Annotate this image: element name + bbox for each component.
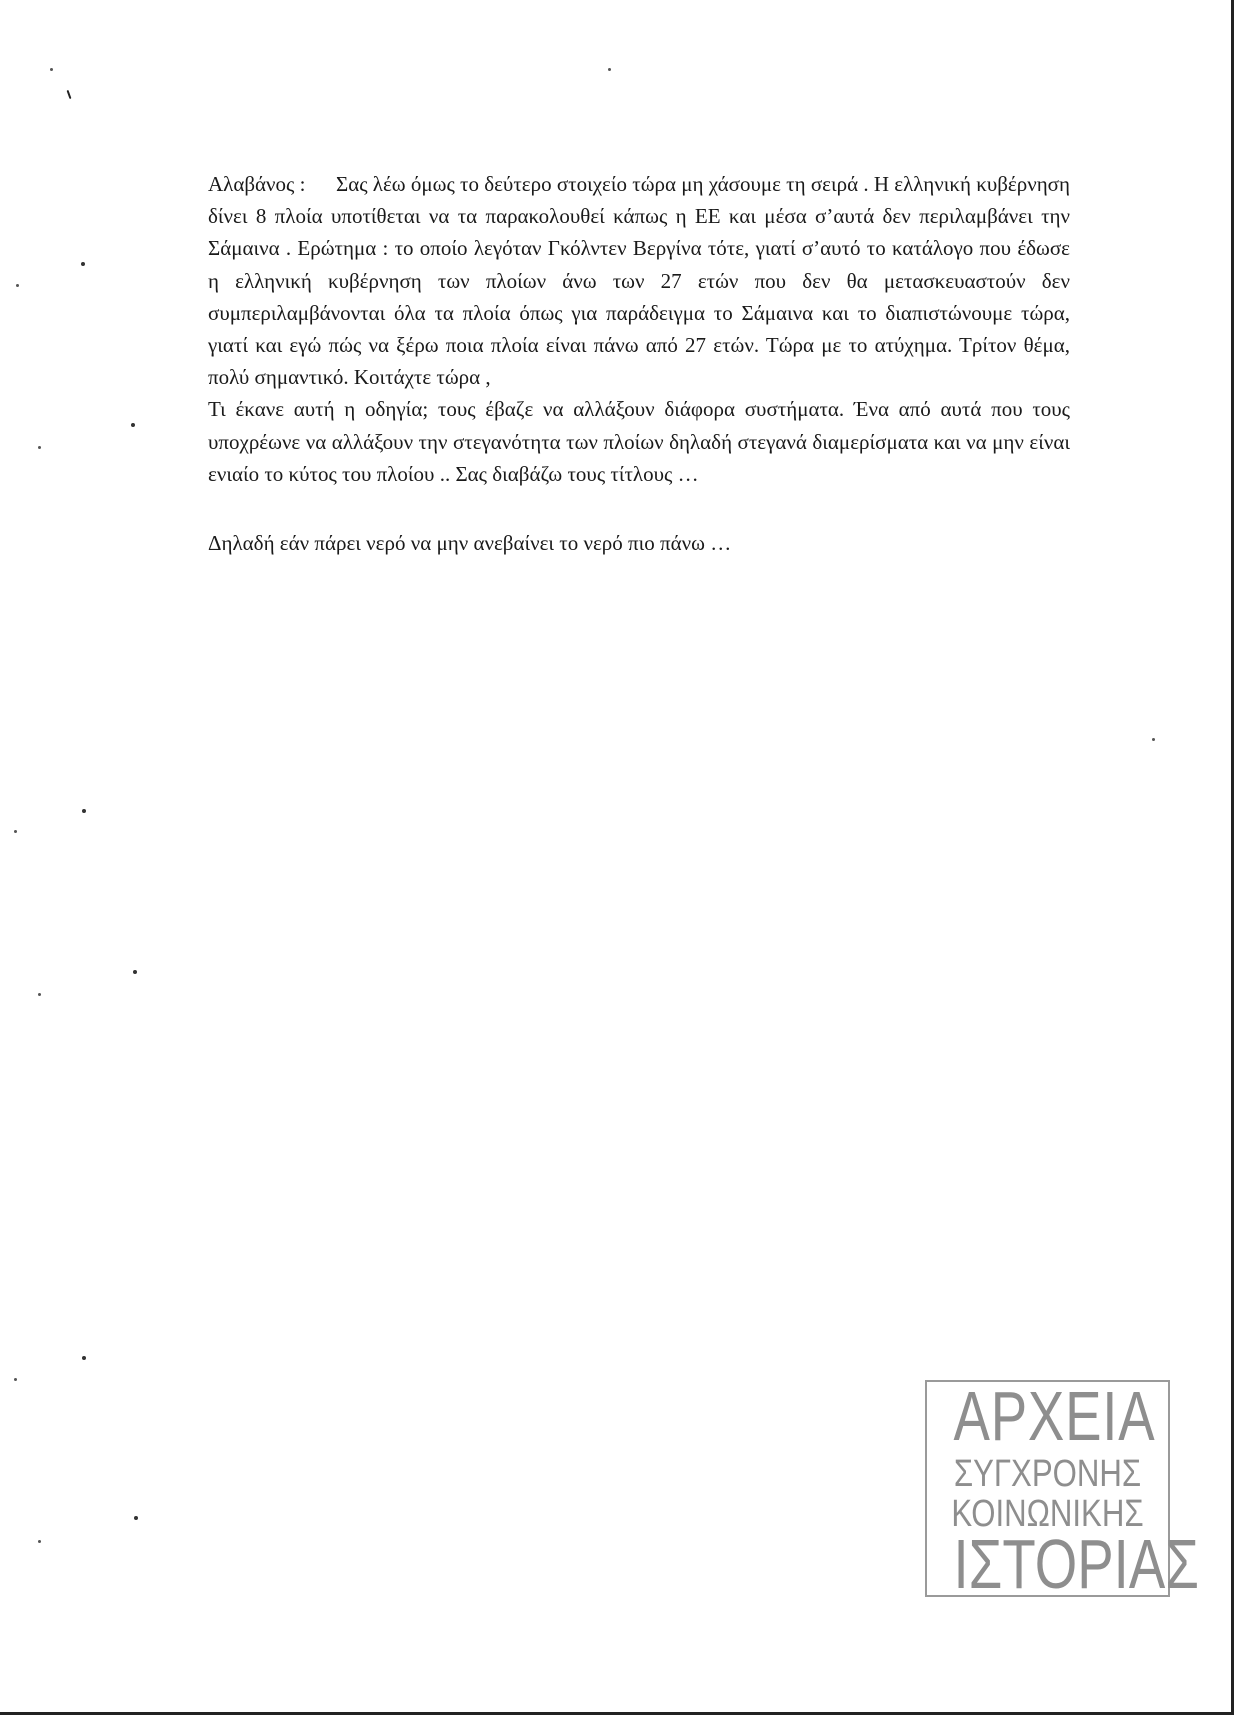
scan-speck (134, 1516, 138, 1520)
paragraph-2: Τι έκανε αυτή η οδηγία; τους έβαζε να αλλάξουν διάφορα συστήματα. Ένα από αυτά που τους υποχρέωνε να αλλάξουν την στεγανότητα των πλοίων δηλαδή στεγανά διαμερίσματα και να μην είναι ενιαίο το κύτος του πλοίου .. Σας διαβάζω τους τίτλους … (208, 397, 1070, 486)
paragraph-3: Δηλαδή εάν πάρει νερό να μην ανεβαίνει το νερό πιο πάνω … (208, 531, 732, 556)
transcript-body (208, 168, 1070, 559)
scan-speck (82, 809, 86, 813)
speaker-label: Αλαβάνος : (208, 172, 306, 196)
scan-speck (50, 68, 53, 71)
scan-speck (133, 970, 137, 974)
scan-speck (14, 1378, 17, 1381)
scan-speck (38, 1540, 41, 1543)
scan-speck (14, 830, 17, 833)
stamp-line-3: ΚΟΙΝΩΝΙΚΗΣ (951, 1493, 1144, 1535)
paragraph-1 (208, 168, 1070, 393)
scan-speck (82, 1356, 86, 1360)
scan-speck (38, 993, 41, 996)
scan-speck (1152, 738, 1155, 741)
stamp-line-1: ΑΡΧΕΙΑ (953, 1377, 1156, 1455)
stamp-line-2: ΣΥΓΧΡΟΝΗΣ (953, 1453, 1142, 1495)
scan-speck (16, 284, 19, 287)
scan-speck (38, 446, 41, 449)
stamp-line-4: ΙΣΤΟΡΙΑΣ (953, 1525, 1200, 1603)
scan-speck (131, 423, 135, 427)
paragraph-1-text: Σας λέω όμως το δεύτερο στοιχείο τώρα μη χάσουμε τη σειρά . Η ελληνική κυβέρνηση δίνει 8 πλοία υποτίθεται να τα παρακολουθεί κάπως η ΕΕ και μέσα σ’αυτά δεν περιλαμβάνει την Σάμαινα . Ερώτημα : το οποίο λεγόταν Γκόλντεν Βεργίνα τότε, γιατί σ’αυτό το κατάλογο που έδωσε η ελληνική κυβέρνηση των πλοίων άνω των 27 ετών που δεν θα μετασκευαστούν δεν συμπεριλαμβάνονται όλα τα πλοία όπως για παράδειγμα το Σάμαινα και το διαπιστώνουμε τώρα, γιατί και εγώ πώς να ξέρω ποια πλοία είναι πάνω από 27 ετών. Τώρα με το ατύχημα. Τρίτον θέμα, πολύ σημαντικό. Κοιτάχτε τώρα , (208, 172, 1070, 390)
scan-speck (608, 68, 611, 71)
scan-speck (81, 262, 85, 266)
archive-stamp (925, 1377, 1200, 1603)
